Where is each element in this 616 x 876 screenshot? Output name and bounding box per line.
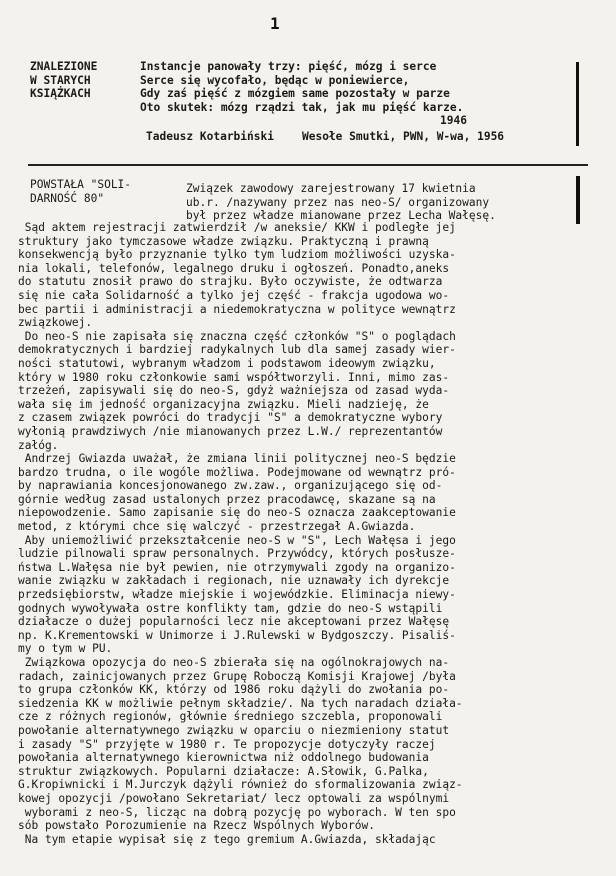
body-line: ności statutowi, wybranym władzom i podstawom ideowym związku, (18, 356, 436, 370)
intro-line: był przez władze mianowane przez Lecha Wałęsę. (186, 209, 496, 223)
poem-line: Oto skutek: mózg rządzi tak, jak mu pięść karze. (140, 100, 464, 114)
body-line: wanie związku w zakładach i regionach, nie uznawały ich dyrekcje (18, 574, 450, 588)
body-line: działacze o dużej popularności lecz nie akceptowani przez Wałęsę (18, 615, 450, 629)
body-line: konsekwencją było przyznanie tylko tym ludziom możliwości uzyska- (18, 248, 456, 262)
body-line: do statutu znosił prawo do strajku. Było oczywiste, że odtwarza (18, 275, 443, 289)
poem-source: Wesołe Smutki, PWN, W-wa, 1956 (301, 130, 505, 143)
body-line: ństwa L.Wałęsa nie był pewien, nie otrzymywali zgody na organizo- (18, 560, 456, 574)
section-divider (28, 164, 588, 166)
poem-year: 1946 (440, 114, 467, 128)
body-line: siedzenia KK w możliwie pełnym składzie/. Na tych naradach działa- (18, 696, 463, 710)
body-line: ludzie pilnowali spraw personalnych. Przywódcy, których posłusze- (18, 547, 456, 561)
body-line: wała się im jedność organizacyjna związku. Mieli nadzieję, że (18, 397, 429, 411)
section-label-line: DARNOŚĆ 80" (30, 191, 105, 205)
body-line: trzeżeń, zapisywali się do neo-S, gdyż ważniejsza od zasad wyda- (18, 384, 450, 398)
body-line: niepowodzenie. Samo zapisanie się do neo-S oznacza zaakceptowanie (18, 506, 456, 520)
body-line: załóg. (18, 438, 59, 452)
body-line: wyłonią prawdziwych /nie mianowanych przez L.W./ reprezentantów (18, 424, 443, 438)
body-line: by naprawiania koncesjonowanego zw.zaw., organizującego się od- (18, 479, 443, 493)
body-line: sób powstało Porozumienie na Rzecz Wspólnych Wyborów. (18, 819, 375, 833)
body-line: Na tym etapie wypisał się z tego gremium A.Gwiazda, składając (18, 832, 436, 846)
body-line: struktur związkowych. Popularni działacze: A.Słowik, G.Palka, (18, 764, 429, 778)
poem-attribution (146, 130, 504, 143)
body-line: górnie według zasad ustalonych przez pracodawcę, skazane są na (18, 492, 436, 506)
body-line: przedsiębiorstw, władze miejskie i wojewódzkie. Eliminacja niewy- (18, 588, 456, 602)
body-line: G.Kropiwnicki i M.Jurczyk dążyli również do sformalizowania związ- (18, 778, 463, 792)
body-line: struktury jako tymczasowe władze związku. Praktyczną i prawną (18, 234, 429, 248)
body-line: wyborami z neo-S, licząc na dobrą pozycję po wyborach. W ten spo (18, 805, 456, 819)
poem-author: Tadeusz Kotarbiński (146, 130, 274, 143)
body-line: nia lokali, telefonów, legalnego druku i ogłoszeń. Ponadto,aneks (18, 261, 450, 275)
body-line: np. K.Krementowski w Unimorze i J.Rulewski w Bydgoszczy. Pisaliś- (18, 628, 456, 642)
body-line: który w 1980 roku członkowie sami współtworzyli. Inni, mimo zas- (18, 370, 450, 384)
body-line: demokratycznych i bardziej radykalnych lub dla samej zasady wier- (18, 343, 456, 357)
body-line: cze z różnych regionów, głównie średniego szczebla, proponowali (18, 710, 443, 724)
poem-line: Instancje panowały trzy: pięść, mózg i serce (140, 60, 437, 73)
body-line: godnych wywoływała ostre konflikty tam, gdzie do neo-S wstąpili (18, 601, 443, 615)
intro-line: ub.r. /nazywany przez nas neo-S/ organizowany (186, 195, 490, 209)
body-line: związkowej. (18, 316, 93, 330)
body-line: radach, zainicjowanych przez Grupę Roboczą Komisji Krajowej /była (18, 669, 456, 683)
poem-line: Serce się wycofało, będąc w poniewierce, (140, 73, 410, 87)
poem (140, 60, 590, 128)
section-label-line: KSIĄŻKACH (30, 87, 91, 101)
margin-rule (576, 62, 579, 146)
body-line: bardzo trudna, o ile wogóle możliwa. Podejmowane od wewnątrz pró- (18, 465, 456, 479)
section-label-line: W STARYCH (30, 73, 91, 87)
intro-paragraph (186, 182, 581, 223)
body-line: powołanie alternatywnego związku w oparciu o niezmieniony statut (18, 723, 450, 737)
section-label-line: POWSTAŁA "SOLI- (30, 178, 132, 191)
section-label-found-in-old-books (30, 60, 97, 101)
article-body (18, 221, 604, 846)
body-line: i zasady "S" przyjęte w 1980 r. Te propozycje dotyczyły raczej (18, 737, 436, 751)
body-line: Aby uniemożliwić przekształcenie neo-S w "S", Lech Wałęsa i jego (18, 533, 456, 547)
section-label-solidarnosc (30, 178, 131, 205)
section-label-line: ZNALEZIONE (30, 60, 98, 73)
body-line: Do neo-S nie zapisała się znaczna część członków "S" o poglądach (18, 329, 456, 343)
intro-line: Związek zawodowy zarejestrowany 17 kwietnia (186, 182, 476, 195)
body-line: powołania alternatywnego kierownictwa niż oddolnego budowania (18, 751, 429, 765)
body-line: Sąd aktem rejestracji zatwierdził /w aneksie/ KKW i podległe jej (18, 221, 456, 234)
body-line: kowej opozycji /powołano Sekretariat/ lecz optowali za wspólnymi (18, 791, 450, 805)
body-line: to grupa członków KK, którzy od 1986 roku dążyli do zwołania po- (18, 683, 450, 697)
body-line: z czasem związek powróci do tradycji "S" a demokratyczne wybory (18, 411, 443, 425)
body-line: bec partii i administracji a niedemokratyczna w polityce wewnątrz (18, 302, 456, 316)
page-number: 1 (270, 14, 280, 33)
body-line: się nie cała Solidarność a tylko jej część - frakcja ugodowa wo- (18, 288, 450, 302)
body-line: Andrzej Gwiazda uważał, że zmiana linii politycznej neo-S będzie (18, 452, 456, 466)
body-line: Związkowa opozycja do neo-S zbierała się na ogólnokrajowych na- (18, 656, 450, 669)
body-line: metod, z którymi chce się walczyć - przestrzegał A.Gwiazda. (18, 520, 416, 534)
poem-line: Gdy zaś pięść z mózgiem same pozostały w parze (140, 87, 450, 101)
body-line: my o tym w PU. (18, 642, 113, 656)
